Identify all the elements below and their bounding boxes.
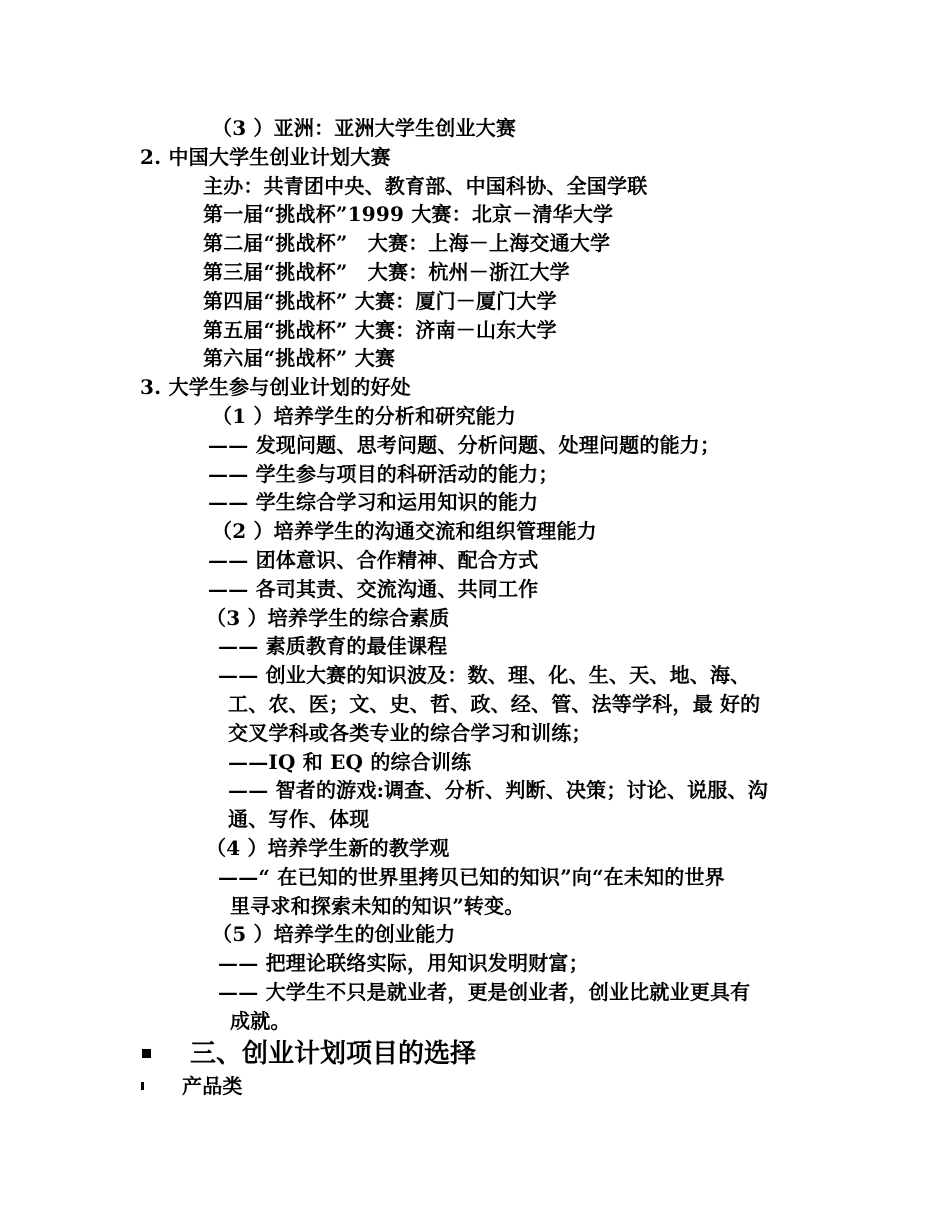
sub-heading: （3 ）培养学生的综合素质 [206,606,450,630]
text-line: 第一届“挑战杯”1999 大赛：北京－清华大学 [203,202,614,226]
square-bullet-icon [142,1049,151,1058]
sub-heading: （4 ）培养学生新的教学观 [206,836,450,860]
dash-item: —— 把理论联络实际，用知识发明财富； [218,951,589,975]
text-continuation: 成就。 [230,1009,291,1033]
text-line: 第二届“挑战杯” 大赛：上海－上海交通大学 [203,231,611,255]
text-line: 第三届“挑战杯” 大赛：杭州－浙江大学 [203,260,570,284]
text-continuation: 工、农、医；文、史、哲、政、经、管、法等学科，最 好的 [228,692,761,716]
dash-item: —— 各司其责、交流沟通、共同工作 [208,577,539,601]
text-line: （3 ）亚洲：亚洲大学生创业大赛 [212,116,517,140]
dash-item: ——“ 在已知的世界里拷贝已知的知识”向“在未知的世界 [218,865,725,889]
numbered-heading: 2. 中国大学生创业计划大赛 [140,145,391,169]
text-line: 第六届“挑战杯” 大赛 [203,346,396,370]
text-line: 主办：共青团中央、教育部、中国科协、全国学联 [203,174,648,198]
dash-item: —— 创业大赛的知识波及：数、理、化、生、天、地、海、 [218,663,751,687]
text-continuation: 里寻求和探索未知的知识”转变。 [230,894,525,918]
numbered-heading: 3. 大学生参与创业计划的好处 [140,375,411,399]
small-bullet-icon [141,1082,144,1090]
dash-item: —— 发现问题、思考问题、分析问题、处理问题的能力； [208,433,721,457]
section-heading: 三、创业计划项目的选择 [190,1039,477,1069]
dash-item: —— 学生参与项目的科研活动的能力； [208,462,559,486]
sub-item: 产品类 [182,1074,243,1098]
dash-item: —— 智者的游戏:调查、分析、判断、决策；讨论、说服、沟 [228,778,768,802]
text-line: 第五届“挑战杯” 大赛：济南－山东大学 [203,318,557,342]
dash-item: —— 团体意识、合作精神、配合方式 [208,548,539,572]
sub-heading: （2 ）培养学生的沟通交流和组织管理能力 [212,519,597,543]
sub-heading: （5 ）培养学生的创业能力 [212,922,456,946]
text-line: 第四届“挑战杯” 大赛：厦门－厦门大学 [203,289,557,313]
dash-item: —— 素质教育的最佳课程 [218,634,448,658]
sub-heading: （1 ）培养学生的分析和研究能力 [212,404,517,428]
dash-item: —— 学生综合学习和运用知识的能力 [208,490,539,514]
text-continuation: 通、写作、体现 [228,807,370,831]
dash-item: ——IQ 和 EQ 的综合训练 [228,750,472,774]
text-continuation: 交叉学科或各类专业的综合学习和训练； [228,721,592,745]
dash-item: —— 大学生不只是就业者，更是创业者，创业比就业更具有 [218,980,751,1004]
